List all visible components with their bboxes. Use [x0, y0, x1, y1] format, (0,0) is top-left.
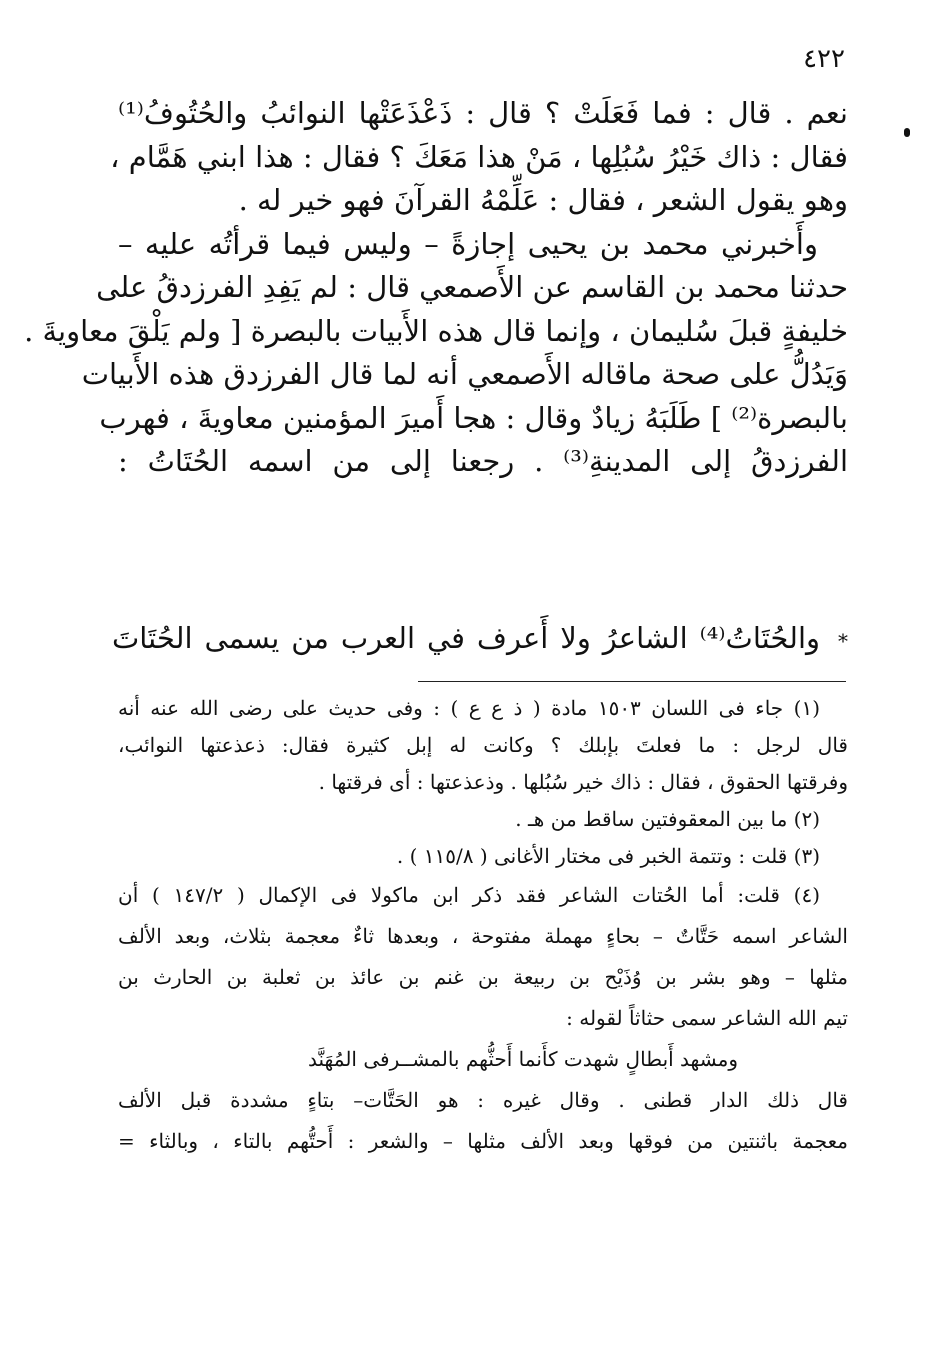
footnote-line: (٣) قلت : وتتمة الخبر فى مختار الأغانى ( ١١٥/٨ ) . — [396, 844, 820, 868]
margin-mark — [904, 128, 910, 137]
main-line: الفرزدقُ إلى المدينةِ⁽³⁾ . رجعنا إلى من اسمه الحُتَاتُ : — [118, 444, 849, 478]
main-line: خليفةٍ قبلَ سُليمان ، وإنما قال هذه الأَبيات بالبصرة [ ولم يَلْقَ معاويةَ . — [24, 313, 848, 348]
footnote-line: معجمة باثنتين من فوقها وبعد الألف مثلها – والشعر : أَحتُّهم بالتاء ، وبالثاء = — [118, 1129, 848, 1153]
footnote-separator — [418, 681, 846, 682]
main-line: وأَخبرني محمد بن يحيى إجازةً – وليس فيما قرأتُه عليه – — [118, 226, 818, 261]
footnote-line: الشاعر اسمه حَتَّاتٌ – بحاءٍ مهملة مفتوحة ، وبعدها ثاءٌ معجمة بثلاث، وبعد الألف — [118, 924, 848, 948]
footnote-line: وفرقتها الحقوق ، فقال : ذاك خير سُبُلها . وذعذعتها : أى فرقتها . — [318, 770, 848, 794]
main-line: وَيَدُلُّ على صحة ماقاله الأَصمعي أنه لما قال الفرزدق هذه الأَبيات — [81, 357, 848, 391]
main-line: نعم . قال : فما فَعَلَتْ ؟ قال : ذَعْذَعَتْها النوائبُ والحُتُوفُ⁽¹⁾ — [118, 96, 848, 130]
footnote-line: (١) جاء فى اللسان ١٥٠٣ مادة ( ذ ع ع ) : وفى حديث على رضى الله عنه أنه — [118, 696, 821, 720]
main-text — [24, 92, 849, 484]
main-line: فقال : ذاك خَيْرُ سُبُلِها ، مَنْ هذا مَعَكَ ؟ فقال : هذا ابني هَمَّام ، — [110, 139, 848, 174]
footnote-line: مثلها – وهو بشر بن وُذَيْح بن ربيعة بن غنم بن عائذ بن ثعلبة بن الحارث بن — [118, 965, 848, 989]
footnotes — [118, 690, 848, 1162]
page-number: ٤٢٢ — [803, 44, 845, 74]
poem-verse: ومشهد أَبطالٍ شهدت كأَنما أَحثُّهم بالمشــرفى المُهَنَّد — [308, 1047, 738, 1071]
section-heading-line — [112, 617, 848, 663]
section-heading-text: والحُتَاتُ⁽⁴⁾ الشاعرُ ولا أَعرف في العرب من يسمى الحُتَاتَ — [112, 621, 821, 655]
footnote-line: (٢) ما بين المعقوفتين ساقط من هـ . — [515, 807, 820, 831]
main-line: وهو يقول الشعر ، فقال : عَلِّمْهُ القرآنَ فهو خير له . — [238, 183, 848, 217]
footnote-line: تيم الله الشاعر سمى حثاثاً لقوله : — [566, 1006, 848, 1030]
footnote-line: (٤) قلت: أما الحُتات الشاعر فقد ذكر ابن ماكولا فى الإكمال ( ١٤٧/٢ ) أن — [118, 883, 821, 907]
main-line: بالبصرة⁽²⁾ ] طَلَبَهُ زيادٌ وقال : هجا أَميرَ المؤمنين معاويةَ ، فهرب — [99, 400, 848, 435]
footnote-line: قال ذلك الدار قطنى . وقال غيره : هو الحَتَّات– بتاءٍ مشددة قبل الألف — [118, 1088, 848, 1112]
footnote-line: قال لرجل : ما فعلتَ بإبلك ؟ وكانت له إبل كثيرة فقال: ذعذعتها النوائب، — [118, 733, 848, 757]
asterisk-marker: * — [838, 629, 849, 653]
main-line: حدثنا محمد بن القاسم عن الأَصمعي قال : لم يَفِدِ الفرزدقُ على — [96, 270, 848, 304]
